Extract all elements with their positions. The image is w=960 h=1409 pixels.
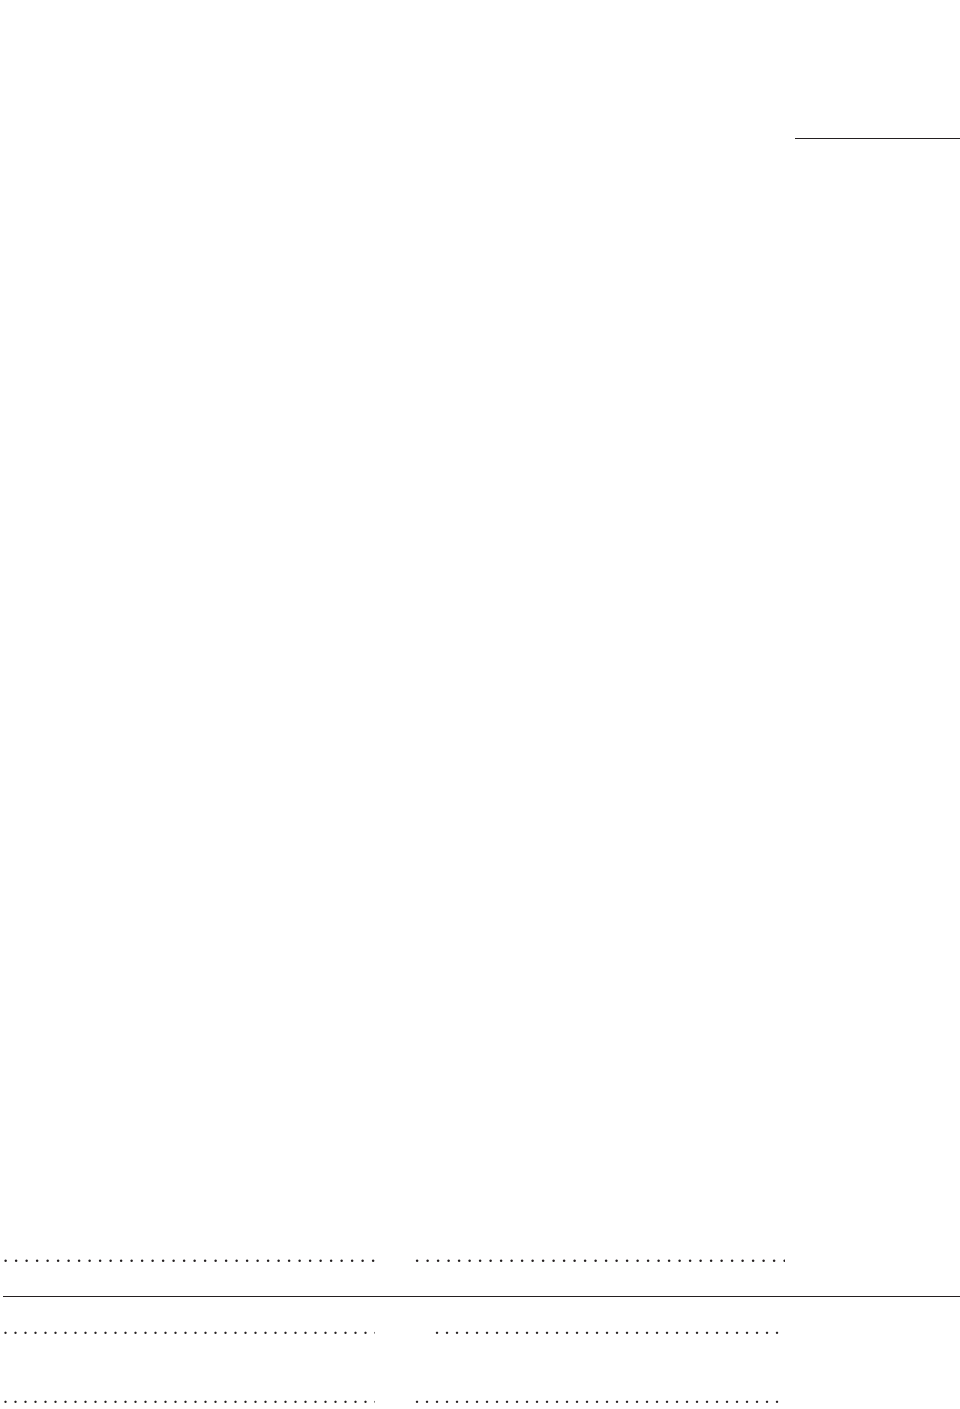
page-header-rule <box>795 138 960 139</box>
map-en-row[interactable] <box>415 1387 785 1407</box>
annex-en[interactable] <box>415 1318 785 1338</box>
annex-pl[interactable] <box>3 1318 375 1338</box>
map-pl-row[interactable] <box>3 1387 375 1407</box>
index-pl-row[interactable] <box>3 1245 375 1265</box>
index-en-row[interactable] <box>415 1245 785 1265</box>
annex-rule <box>3 1296 960 1297</box>
